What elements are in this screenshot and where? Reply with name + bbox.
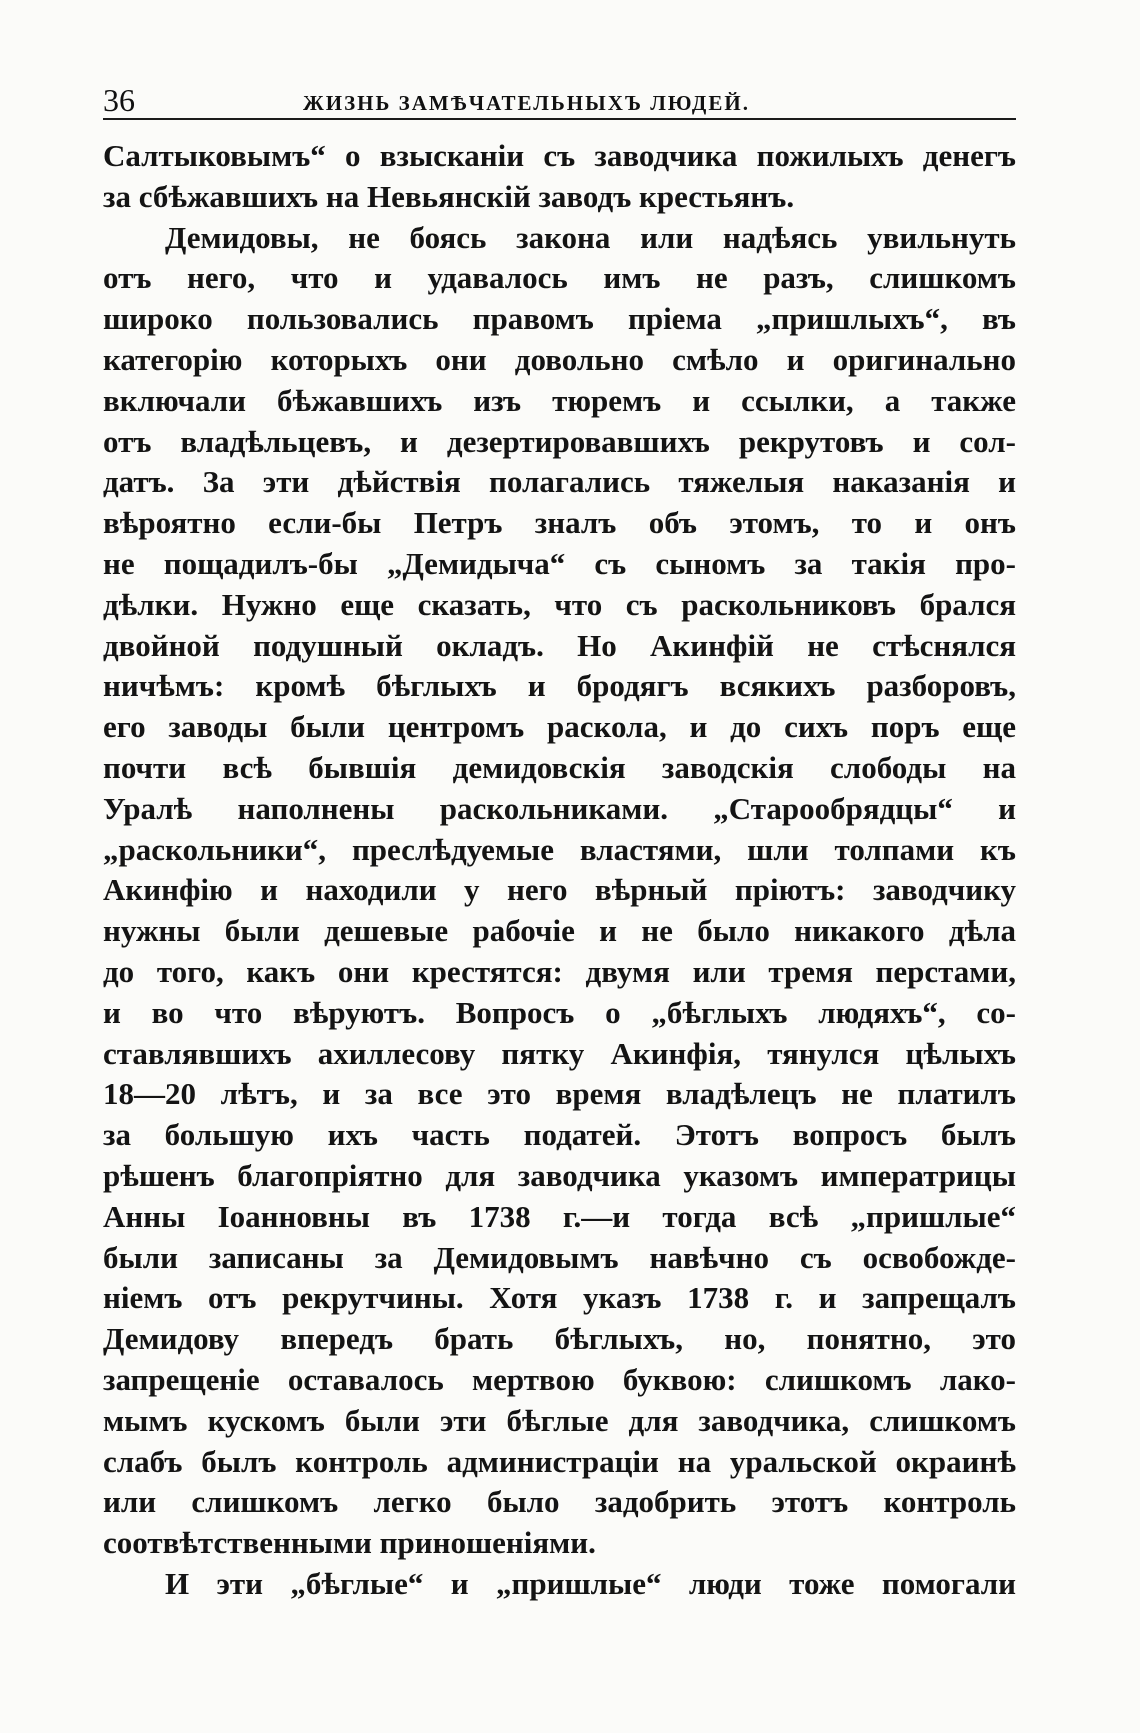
- text-line: Уралѣ наполнены раскольниками. „Старообрядцы“ и: [103, 790, 1016, 826]
- text-line: почти всѣ бывшія демидовскія заводскія слободы на: [103, 749, 1016, 785]
- text-line: Анны Іоанновны въ 1738 г.—и тогда всѣ „пришлые“: [103, 1198, 1016, 1234]
- text-line: слабъ былъ контроль администраціи на уральской окраинѣ: [103, 1443, 1016, 1479]
- text-line: широко пользовались правомъ пріема „пришлыхъ“, въ: [103, 301, 1016, 337]
- text-line: рѣшенъ благопріятно для заводчика указомъ императрицы: [103, 1157, 1016, 1193]
- text-line: датъ. За эти дѣйствія полагались тяжелыя наказанія и: [103, 464, 1016, 500]
- header-rule: [103, 118, 1016, 120]
- text-line: не пощадилъ-бы „Демидыча“ съ сыномъ за такія про-: [103, 545, 1016, 581]
- text-line: Демидову впередъ брать бѣглыхъ, но, понятно, это: [103, 1321, 1016, 1357]
- text-line: нужны были дешевые рабочіе и не было никакого дѣла: [103, 913, 1016, 949]
- text-line: отъ владѣльцевъ, и дезертировавшихъ рекрутовъ и сол-: [103, 423, 1016, 459]
- text-line: за сбѣжавшихъ на Невьянскій заводъ крестьянъ.: [103, 178, 795, 214]
- text-line: за большую ихъ часть податей. Этотъ вопросъ былъ: [103, 1117, 1016, 1153]
- text-line: Салтыковымъ“ о взысканіи съ заводчика пожилыхъ денегъ: [103, 138, 1016, 173]
- text-line: И эти „бѣглые“ и „пришлые“ люди тоже помогали: [165, 1565, 1016, 1601]
- text-line: Демидовы, не боясь закона или надѣясь увильнуть: [165, 219, 1016, 255]
- text-line: ніемъ отъ рекрутчины. Хотя указъ 1738 г. и запрещалъ: [103, 1280, 1016, 1316]
- text-line: Акинфію и находили у него вѣрный пріютъ: заводчику: [103, 872, 1016, 908]
- text-line: мымъ кускомъ были эти бѣглые для заводчика, слишкомъ: [103, 1402, 1016, 1438]
- text-line: ставлявшихъ ахиллесову пятку Акинфія, тянулся цѣлыхъ: [103, 1035, 1016, 1071]
- body-text: [103, 136, 1016, 1605]
- page-number: 36: [103, 82, 135, 118]
- page-header: [103, 82, 1016, 118]
- text-line: 18—20 лѣтъ, и за все это время владѣлецъ не платилъ: [103, 1076, 1016, 1112]
- text-line: были записаны за Демидовымъ навѣчно съ освобожде-: [103, 1239, 1016, 1275]
- text-line: вѣроятно если-бы Петръ зналъ объ этомъ, то и онъ: [103, 505, 1016, 541]
- text-line: включали бѣжавшихъ изъ тюремъ и ссылки, а также: [103, 382, 1016, 418]
- text-line: или слишкомъ легко было задобрить этотъ контроль: [103, 1484, 1016, 1520]
- text-line: и во что вѣруютъ. Вопросъ о „бѣглыхъ людяхъ“, со-: [103, 994, 1016, 1030]
- text-line: соотвѣтственными приношеніями.: [103, 1525, 596, 1561]
- running-title: ЖИЗНЬ ЗАМѢЧАТЕЛЬНЫХЪ ЛЮДЕЙ.: [303, 91, 750, 115]
- text-line: его заводы были центромъ раскола, и до сихъ поръ еще: [103, 709, 1016, 745]
- text-line: запрещеніе оставалось мертвою буквою: слишкомъ лако-: [103, 1361, 1016, 1397]
- text-line: до того, какъ они крестятся: двумя или тремя перстами,: [103, 953, 1016, 989]
- text-line: „раскольники“, преслѣдуемые властями, шли толпами къ: [103, 831, 1016, 867]
- text-line: дѣлки. Нужно еще сказать, что съ раскольниковъ брался: [103, 586, 1016, 622]
- text-line: ничѣмъ: кромѣ бѣглыхъ и бродягъ всякихъ разборовъ,: [103, 668, 1016, 704]
- text-line: отъ него, что и удавалось имъ не разъ, слишкомъ: [103, 260, 1016, 296]
- text-line: категорію которыхъ они довольно смѣло и оригинально: [103, 341, 1016, 377]
- text-line: двойной подушный окладъ. Но Акинфій не стѣснялся: [103, 627, 1016, 663]
